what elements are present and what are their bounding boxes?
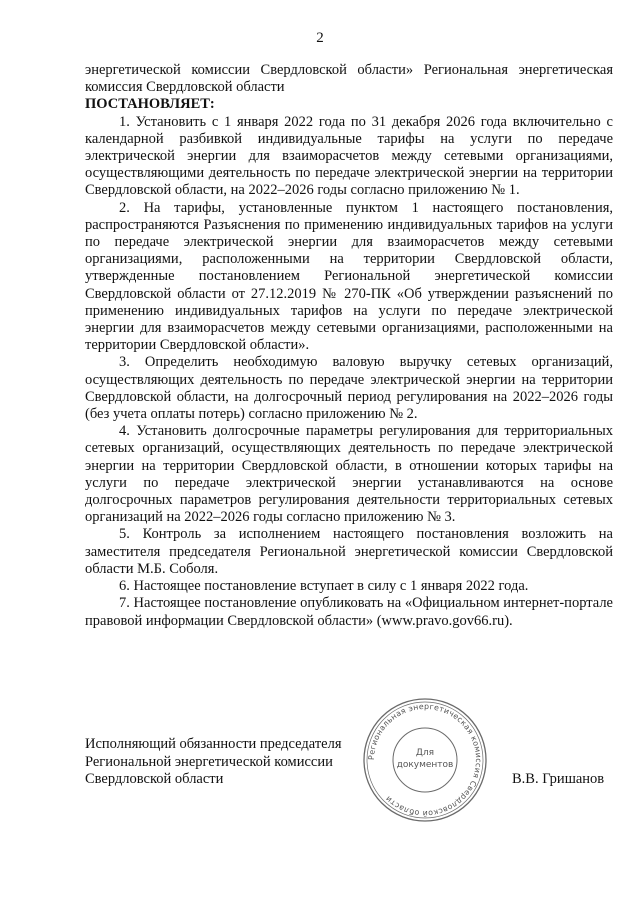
signatory-name: В.В. Гришанов xyxy=(512,771,605,787)
clause-6: 6. Настоящее постановление вступает в силу с 1 января 2022 года. xyxy=(119,578,529,595)
clause-5: 5. Контроль за исполнением настоящего постановления возложить на заместителя председателя Региональной энергетической комиссии Свердловской области М.Б. Соболя. xyxy=(85,526,613,577)
stamp-center-line-2: документов xyxy=(396,760,454,770)
page-number: 2 xyxy=(316,30,324,46)
clause-1: 1. Установить с 1 января 2022 года по 31 декабря 2026 года включительно с календарной разбивкой индивидуальные тарифы на услуги по передаче электрической энергии для взаиморасчетов между сетевыми организациями, осуществляющими деятельность по передаче электрической энергии на территории Свердловской области, на 2022–2026 годы согласно приложению № 1. xyxy=(85,113,613,199)
resolves-heading: ПОСТАНОВЛЯЕТ: xyxy=(85,96,215,113)
clause-4: 4. Установить долгосрочные параметры регулирования для территориальных сетевых организаций, осуществляющих деятельность по передаче электрической энергии на территории Свердловской области, в отношении которых тарифы на услуги по передаче электрической энергии устанавливаются на основе долгосрочных параметров регулирования деятельности территориальных сетевых организаций на 2022–2026 годы согласно приложению № 3. xyxy=(85,423,613,526)
clause-7: 7. Настоящее постановление опубликовать на «Официальном интернет-портале правовой информации Свердловской области» (www.pravo.gov66.ru). xyxy=(85,595,613,629)
stamp-ring-text: Региональная энергетическая комиссия Свердловской области xyxy=(366,701,484,819)
document-body xyxy=(85,62,613,630)
signatory-title-line-2: Региональной энергетической комиссии xyxy=(85,753,333,770)
signatory-title xyxy=(85,736,365,789)
official-stamp xyxy=(360,695,490,825)
stamp-center-line-1: Для xyxy=(415,748,435,758)
signatory-title-line-3: Свердловской области xyxy=(85,771,224,787)
intro-paragraph: энергетической комиссии Свердловской области» Региональная энергетическая комиссия Свердловской области xyxy=(85,62,613,96)
clause-2: 2. На тарифы, установленные пунктом 1 настоящего постановления, распространяются Разъяснения по применению индивидуальных тарифов на услуги по передаче электрической энергии для взаиморасчетов между сетевыми организациями, расположенными на территории Свердловской области, утвержденные постановлением Региональной энергетической комиссии Свердловской области от 27.12.2019 № 270-ПК «Об утверждении разъяснений по применению индивидуальных тарифов на услуги по передаче электрической энергии для взаиморасчетов между сетевыми организациями, расположенными на территории Свердловской области». xyxy=(85,199,613,354)
signatory-title-line-1: Исполняющий обязанности председателя xyxy=(85,736,342,752)
clause-3: 3. Определить необходимую валовую выручку сетевых организаций, осуществляющих деятельность по передаче электрической энергии на территории Свердловской области, на долгосрочный период регулирования на 2022–2026 годы (без учета оплаты потерь) согласно приложению № 2. xyxy=(85,354,613,423)
